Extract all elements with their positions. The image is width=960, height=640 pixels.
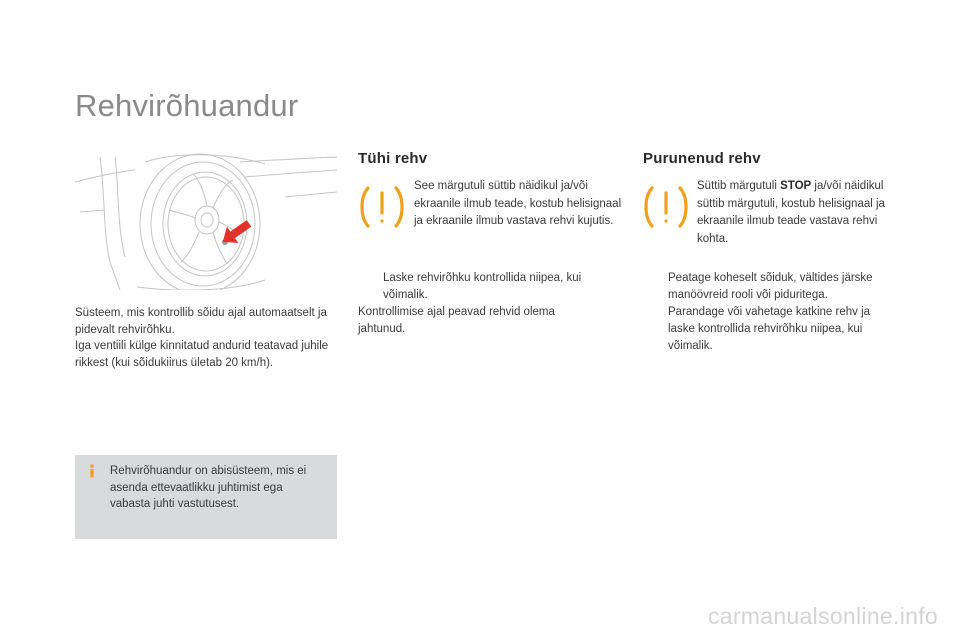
info-box <box>75 455 337 539</box>
punctured-desc-part-1: Süttib märgutuli <box>697 180 781 192</box>
warning-exclamation-icon <box>641 183 691 231</box>
intro-paragraph-1: Süsteem, mis kontrollib sõidu ajal automaatselt ja pidevalt rehvirõhku. <box>75 307 327 336</box>
watermark: carmanualsonline.info <box>707 603 938 629</box>
stop-label: STOP <box>780 180 812 192</box>
flat-tyre-heading: Tühi rehv <box>358 150 428 167</box>
page-title: Rehvirõhuandur <box>75 88 299 123</box>
punctured-tyre-bullet-1-text: Peatage koheselt sõiduk, vältides järske manöövreid rooli või piduritega. <box>668 272 873 301</box>
punctured-tyre-bullet-2 <box>643 304 893 355</box>
flat-tyre-bullet-text: Laske rehvirõhku kontrollida niipea, kui võimalik. <box>383 272 582 301</box>
flat-tyre-instructions <box>358 270 603 338</box>
wheel-valve-illustration <box>75 152 337 290</box>
flat-tyre-bullet <box>358 270 603 304</box>
punctured-tyre-bullet-1 <box>643 270 893 304</box>
info-icon <box>85 464 99 478</box>
intro-text <box>75 305 340 371</box>
flat-tyre-note: Kontrollimise ajal peavad rehvid olema jahtunud. <box>358 306 555 335</box>
punctured-tyre-instructions <box>643 270 893 355</box>
punctured-tyre-bullet-2-text: Parandage või vahetage katkine rehv ja laske kontrollida rehvirõhku niipea, kui võimalik. <box>668 306 871 352</box>
punctured-tyre-description <box>697 178 907 248</box>
intro-paragraph-2: Iga ventiili külge kinnitatud andurid teatavad juhile rikkest (kui sõidukiirus ületab 20 km/h). <box>75 340 329 369</box>
punctured-desc-part-2: ja/või näidikul süttib märgutuli, kostub helisignaal ja ekraanile ilmub teade vastava rehvi kohta. <box>697 180 885 245</box>
warning-exclamation-icon <box>357 183 407 231</box>
punctured-tyre-heading: Purunenud rehv <box>643 150 761 167</box>
info-text: Rehvirõhuandur on abisüsteem, mis ei asenda ettevaatlikku juhtimist ega vabasta juhti vastutusest. <box>110 465 307 510</box>
flat-tyre-description: See märgutuli süttib näidikul ja/või ekraanile ilmub teade, kostub helisignaal ja ekraanile ilmub vastava rehvi kujutis. <box>414 180 622 227</box>
